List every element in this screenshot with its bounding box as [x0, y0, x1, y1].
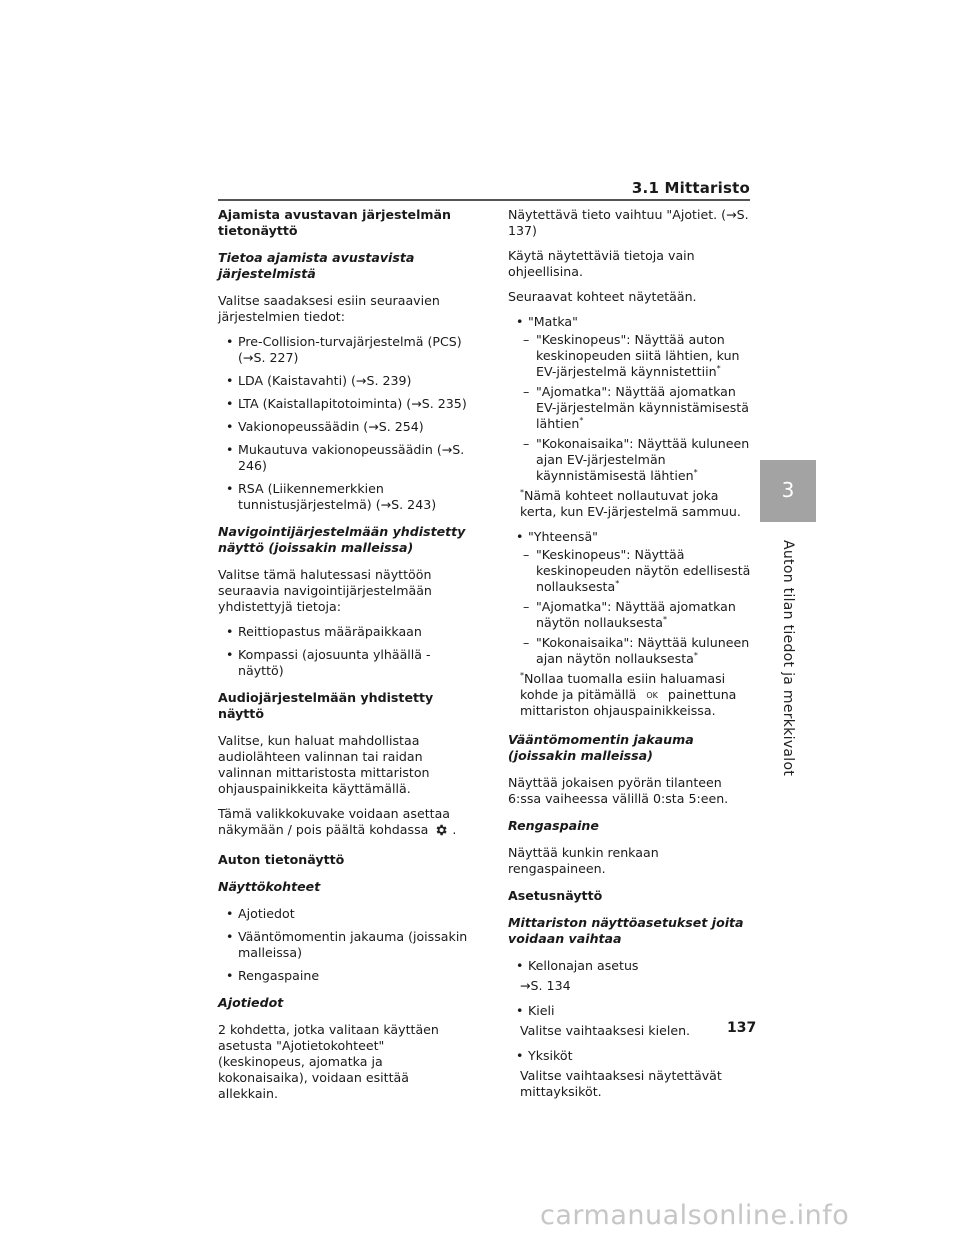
asterisk: * — [520, 487, 524, 497]
reference: →S. 134 — [520, 978, 571, 993]
subheading-navigation: Navigointijärjestelmään yhdistetty näyttö (joissakin malleissa) — [218, 524, 466, 555]
right-column — [508, 207, 753, 1109]
list-item-matka: • "Matka" — [508, 314, 753, 330]
section-header: 3.1 Mittaristo — [631, 179, 750, 197]
dash-text: "Kokonaisaika": Näyttää kuluneen ajan näytön nollauksesta — [536, 635, 750, 666]
asterisk: * — [520, 670, 524, 680]
subheading-display-items: Näyttökohteet — [218, 879, 321, 894]
list-item: • Pre-Collision-turvajärjestelmä (PCS) (→S. 227) — [218, 334, 468, 366]
gear-icon — [434, 823, 448, 841]
paragraph: Valitse, kun haluat mahdollistaa audiolähteen valinnan tai raidan valinnan mittaristosta mittariston ohjauspainikkeita käyttämällä. — [218, 733, 430, 796]
dash-text: "Keskinopeus": Näyttää keskinopeuden näytön edellisestä nollauksesta — [536, 547, 751, 594]
paragraph: Seuraavat kohteet näytetään. — [508, 289, 697, 304]
dash-item — [508, 635, 753, 667]
list-item: • Rengaspaine — [218, 968, 468, 984]
heading-settings: Asetusnäyttö — [508, 888, 603, 903]
paragraph-text: Tämä valikkokuvake voidaan asettaa näkymään / pois päältä kohdassa — [218, 806, 450, 837]
asterisk: * — [662, 614, 667, 624]
footnote-text: Nollaa tuomalla esiin haluamasi kohde ja pitämällä — [520, 671, 726, 702]
subheading-tire: Rengaspaine — [508, 818, 599, 833]
paragraph: Valitse tämä halutessasi näyttöön seuraavia navigointijärjestelmään yhdistettyjä tietoja: — [218, 567, 432, 614]
list-item: • RSA (Liikennemerkkien tunnistusjärjestelmä) (→S. 243) — [218, 481, 468, 513]
list-item: • Vääntömomentin jakauma (joissakin malleissa) — [218, 929, 468, 961]
dash-item — [508, 332, 753, 380]
page-number: 137 — [727, 1020, 757, 1036]
subheading-settings-changeable: Mittariston näyttöasetukset joita voidaan vaihtaa — [508, 915, 744, 946]
dash-text: "Ajomatka": Näyttää ajomatkan näytön nollauksesta — [536, 599, 736, 630]
paragraph: Käytä näytettäviä tietoja vain ohjeellisina. — [508, 248, 695, 279]
list-item: • Kellonajan asetus — [508, 958, 753, 974]
footnote — [508, 488, 753, 520]
chapter-number: 3 — [781, 478, 795, 502]
description: Valitse vaihtaaksesi näytettävät mittayksiköt. — [520, 1068, 722, 1099]
watermark: carmanualsonline.info — [540, 1200, 850, 1231]
dash-item — [508, 384, 753, 432]
list-item: • Kieli — [508, 1003, 753, 1019]
paragraph: Valitse saadaksesi esiin seuraavien järjestelmien tiedot: — [218, 293, 440, 324]
heading-car-info: Auton tietonäyttö — [218, 852, 345, 867]
footnote — [508, 671, 753, 719]
list-item: • Mukautuva vakionopeussäädin (→S. 246) — [218, 442, 468, 474]
asterisk: * — [693, 467, 698, 477]
asterisk: * — [693, 650, 698, 660]
paragraph: Näyttää jokaisen pyörän tilanteen 6:ssa vaiheessa välillä 0:sta 5:een. — [508, 775, 729, 806]
subheading-trip-info: Ajotiedot — [218, 995, 284, 1010]
dash-text: "Kokonaisaika": Näyttää kuluneen ajan EV-järjestelmän käynnistämisestä lähtien — [536, 436, 750, 483]
list-item: • Yksiköt — [508, 1048, 753, 1064]
list-item: • Kompassi (ajosuunta ylhäällä -näyttö) — [218, 647, 468, 679]
asterisk: * — [615, 578, 620, 588]
list-item-yhteensa: • "Yhteensä" — [508, 529, 753, 545]
footnote-text: Nämä kohteet nollautuvat joka kerta, kun EV-järjestelmä sammuu. — [520, 488, 741, 519]
heading-assist-display: Ajamista avustavan järjestelmän tietonäyttö — [218, 207, 451, 238]
asterisk: * — [716, 363, 721, 373]
dash-item — [508, 599, 753, 631]
asterisk: * — [579, 415, 584, 425]
dash-text: "Keskinopeus": Näyttää auton keskinopeuden siitä lähtien, kun EV-järjestelmä käynnistettiin — [536, 332, 740, 379]
paragraph-gear — [218, 806, 468, 841]
dash-item — [508, 547, 753, 595]
paragraph: 2 kohdetta, jotka valitaan käyttäen asetusta "Ajotietokohteet" (keskinopeus, ajomatka ja kokonaisaika), voidaan esittää allekkain. — [218, 1022, 439, 1101]
dash-item — [508, 436, 753, 484]
paragraph: Näytettävä tieto vaihtuu "Ajotiet. (→S. 137) — [508, 207, 749, 238]
chapter-title: Auton tilan tiedot ja merkkivalot — [780, 540, 796, 777]
header-rule — [218, 199, 750, 201]
list-item: • LTA (Kaistallapitotoiminta) (→S. 235) — [218, 396, 468, 412]
footnote-text: painettuna mittariston ohjauspainikkeissa. — [520, 687, 737, 718]
left-column — [218, 207, 468, 1111]
description: Valitse vaihtaaksesi kielen. — [520, 1023, 691, 1038]
list-item: • Ajotiedot — [218, 906, 468, 922]
paragraph: Näyttää kunkin renkaan rengaspaineen. — [508, 845, 659, 876]
list-item: • Reittiopastus määräpaikkaan — [218, 624, 468, 640]
list-item: • LDA (Kaistavahti) (→S. 239) — [218, 373, 468, 389]
dash-text: "Ajomatka": Näyttää ajomatkan EV-järjestelmän käynnistämisestä lähtien — [536, 384, 749, 431]
subheading-torque: Vääntömomentin jakauma (joissakin malleissa) — [508, 732, 694, 763]
list-item: • Vakionopeussäädin (→S. 254) — [218, 419, 468, 435]
subheading-assist-info: Tietoa ajamista avustavista järjestelmistä — [218, 250, 415, 281]
paragraph-end: . — [452, 822, 457, 837]
heading-audio: Audiojärjestelmään yhdistetty näyttö — [218, 690, 434, 721]
ok-button-icon: OK — [646, 691, 658, 700]
